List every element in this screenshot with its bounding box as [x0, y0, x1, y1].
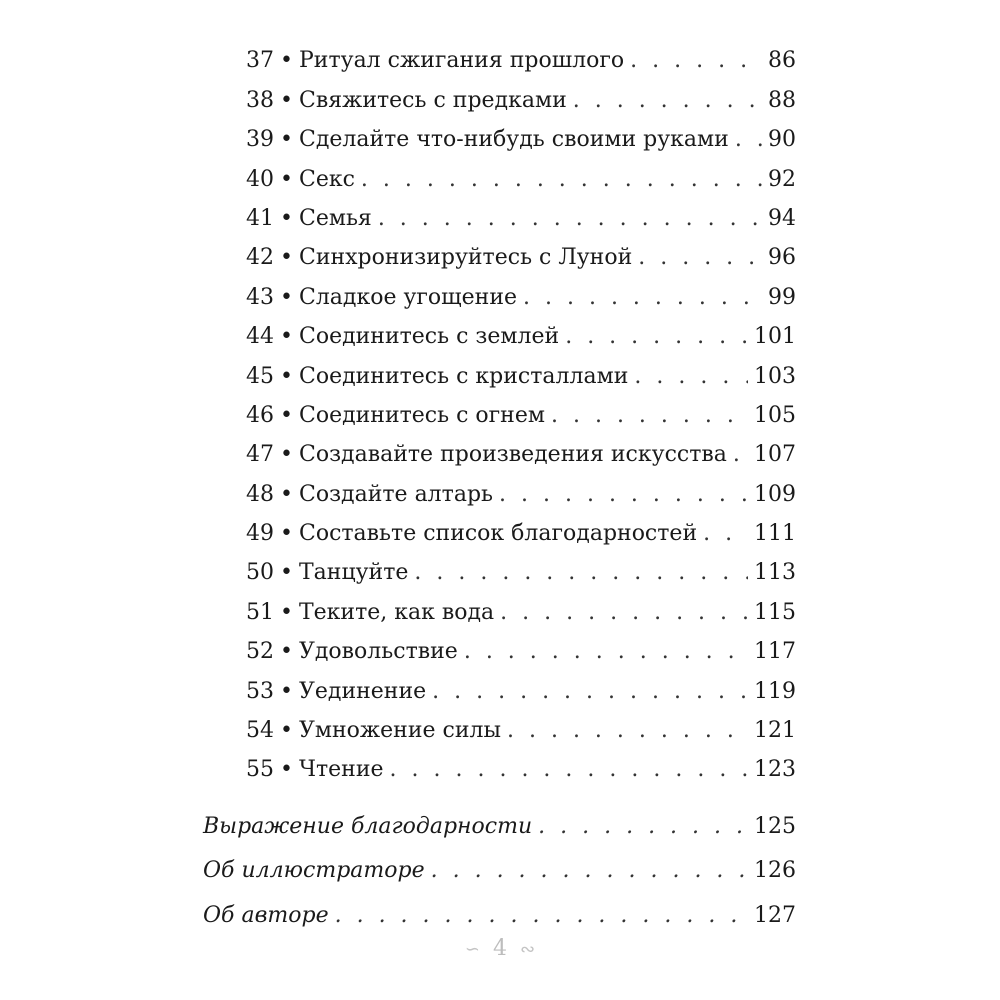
toc-entry[interactable]	[246, 231, 796, 270]
dot-leader	[733, 442, 748, 467]
chapter-entries	[0, 34, 1000, 782]
entry-number: 47	[246, 442, 274, 468]
dot-leader	[500, 600, 748, 625]
toc-entry[interactable]	[246, 34, 796, 73]
ornament-right-icon: ∾	[520, 939, 536, 960]
entry-number: 49	[246, 521, 274, 547]
entry-number: 40	[246, 166, 274, 192]
back-matter-entries	[0, 794, 1000, 928]
bullet-icon: •	[280, 48, 293, 74]
entry-page-number: 123	[754, 757, 796, 783]
entry-number: 39	[246, 127, 274, 153]
entry-title: Соединитесь с землей	[298, 324, 560, 350]
entry-page-number: 88	[768, 87, 796, 113]
dot-leader	[630, 48, 762, 73]
bullet-icon: •	[280, 205, 293, 231]
entry-page-number: 107	[754, 442, 796, 468]
dot-leader	[523, 285, 762, 310]
toc-entry[interactable]	[246, 428, 796, 467]
entry-title: Синхронизируйтесь с Луной	[298, 245, 633, 271]
dot-leader	[538, 814, 748, 839]
back-matter-entry[interactable]	[203, 794, 796, 839]
toc-entry[interactable]	[246, 389, 796, 428]
entry-page-number: 92	[768, 166, 796, 192]
entry-title: Создайте алтарь	[298, 481, 494, 507]
toc-entry[interactable]	[246, 743, 796, 782]
bullet-icon: •	[280, 166, 293, 192]
bullet-icon: •	[280, 363, 293, 389]
toc-entry[interactable]	[246, 152, 796, 191]
entry-page-number: 86	[768, 48, 796, 74]
bullet-icon: •	[280, 442, 293, 468]
entry-page-number: 99	[768, 284, 796, 310]
bullet-icon: •	[280, 402, 293, 428]
toc-entry[interactable]	[246, 349, 796, 388]
bullet-icon: •	[280, 599, 293, 625]
entry-title: Уединение	[298, 678, 427, 704]
dot-leader	[703, 521, 748, 546]
bullet-icon: •	[280, 678, 293, 704]
entry-page-number: 113	[754, 560, 796, 586]
entry-page-number: 125	[754, 813, 796, 839]
bullet-icon: •	[280, 481, 293, 507]
entry-number: 45	[246, 363, 274, 389]
dot-leader	[573, 88, 762, 113]
bullet-icon: •	[280, 127, 293, 153]
entry-title: Об авторе	[203, 902, 329, 928]
entry-number: 52	[246, 639, 274, 665]
entry-title: Ритуал сжигания прошлого	[298, 48, 625, 74]
entry-number: 42	[246, 245, 274, 271]
back-matter-entry[interactable]	[203, 883, 796, 928]
entry-page-number: 109	[754, 481, 796, 507]
entry-title: Создавайте произведения искусства	[298, 442, 727, 468]
entry-title: Соединитесь с кристаллами	[298, 363, 629, 389]
entry-number: 38	[246, 87, 274, 113]
toc-entry[interactable]	[246, 664, 796, 703]
entry-number: 55	[246, 757, 274, 783]
dot-leader	[335, 903, 748, 928]
entry-page-number: 96	[768, 245, 796, 271]
dot-leader	[499, 482, 748, 507]
dot-leader	[735, 127, 762, 152]
dot-leader	[634, 364, 748, 389]
entry-number: 50	[246, 560, 274, 586]
entry-title: Соединитесь с огнем	[298, 402, 545, 428]
entry-number: 54	[246, 718, 274, 744]
dot-leader	[432, 679, 748, 704]
entry-page-number: 111	[754, 521, 796, 547]
bullet-icon: •	[280, 284, 293, 310]
entry-page-number: 90	[768, 127, 796, 153]
bullet-icon: •	[280, 245, 293, 271]
toc-entry[interactable]	[246, 467, 796, 506]
bullet-icon: •	[280, 521, 293, 547]
entry-title: Сладкое угощение	[298, 284, 517, 310]
dot-leader	[361, 167, 762, 192]
table-of-contents	[0, 34, 1000, 928]
bullet-icon: •	[280, 560, 293, 586]
entry-title: Сделайте что-нибудь своими руками	[298, 127, 729, 153]
entry-title: Чтение	[298, 757, 384, 783]
entry-page-number: 94	[768, 205, 796, 231]
toc-entry[interactable]	[246, 546, 796, 585]
dot-leader	[565, 324, 748, 349]
dot-leader	[390, 757, 748, 782]
bullet-icon: •	[280, 324, 293, 350]
page-number: 4	[493, 936, 507, 961]
bullet-icon: •	[280, 639, 293, 665]
entry-number: 44	[246, 324, 274, 350]
entry-number: 53	[246, 678, 274, 704]
entry-page-number: 101	[754, 324, 796, 350]
toc-entry[interactable]	[246, 113, 796, 152]
bullet-icon: •	[280, 87, 293, 113]
dot-leader	[378, 206, 762, 231]
entry-title: Танцуйте	[298, 560, 409, 586]
entry-number: 48	[246, 481, 274, 507]
entry-title: Об иллюстраторе	[203, 858, 425, 884]
back-matter-entry[interactable]	[203, 839, 796, 884]
toc-entry[interactable]	[246, 625, 796, 664]
entry-number: 41	[246, 205, 274, 231]
entry-number: 46	[246, 402, 274, 428]
page-footer	[0, 936, 1000, 961]
entry-page-number: 117	[754, 639, 796, 665]
entry-number: 43	[246, 284, 274, 310]
dot-leader	[507, 718, 748, 743]
entry-title: Теките, как вода	[298, 599, 495, 625]
entry-title: Умножение силы	[298, 718, 501, 744]
toc-entry[interactable]	[246, 507, 796, 546]
dot-leader	[464, 639, 748, 664]
toc-entry[interactable]	[246, 73, 796, 112]
entry-page-number: 126	[754, 858, 796, 884]
toc-entry[interactable]	[246, 585, 796, 624]
dot-leader	[431, 858, 748, 883]
toc-entry[interactable]	[246, 270, 796, 309]
dot-leader	[551, 403, 748, 428]
entry-title: Свяжитесь с предками	[298, 87, 567, 113]
entry-title: Составьте список благодарностей	[298, 521, 698, 547]
entry-title: Выражение благодарности	[203, 813, 533, 839]
entry-page-number: 105	[754, 402, 796, 428]
entry-page-number: 121	[754, 718, 796, 744]
entry-page-number: 119	[754, 678, 796, 704]
entry-title: Секс	[298, 166, 355, 192]
toc-entry[interactable]	[246, 704, 796, 743]
dot-leader	[638, 245, 762, 270]
dot-leader	[414, 560, 748, 585]
entry-number: 37	[246, 48, 274, 74]
entry-page-number: 103	[754, 363, 796, 389]
ornament-left-icon: ∽	[464, 939, 480, 960]
toc-entry[interactable]	[246, 310, 796, 349]
toc-entry[interactable]	[246, 192, 796, 231]
entry-page-number: 115	[754, 599, 796, 625]
entry-title: Удовольствие	[298, 639, 458, 665]
entry-page-number: 127	[754, 902, 796, 928]
bullet-icon: •	[280, 757, 293, 783]
entry-title: Семья	[298, 205, 372, 231]
entry-number: 51	[246, 599, 274, 625]
bullet-icon: •	[280, 718, 293, 744]
